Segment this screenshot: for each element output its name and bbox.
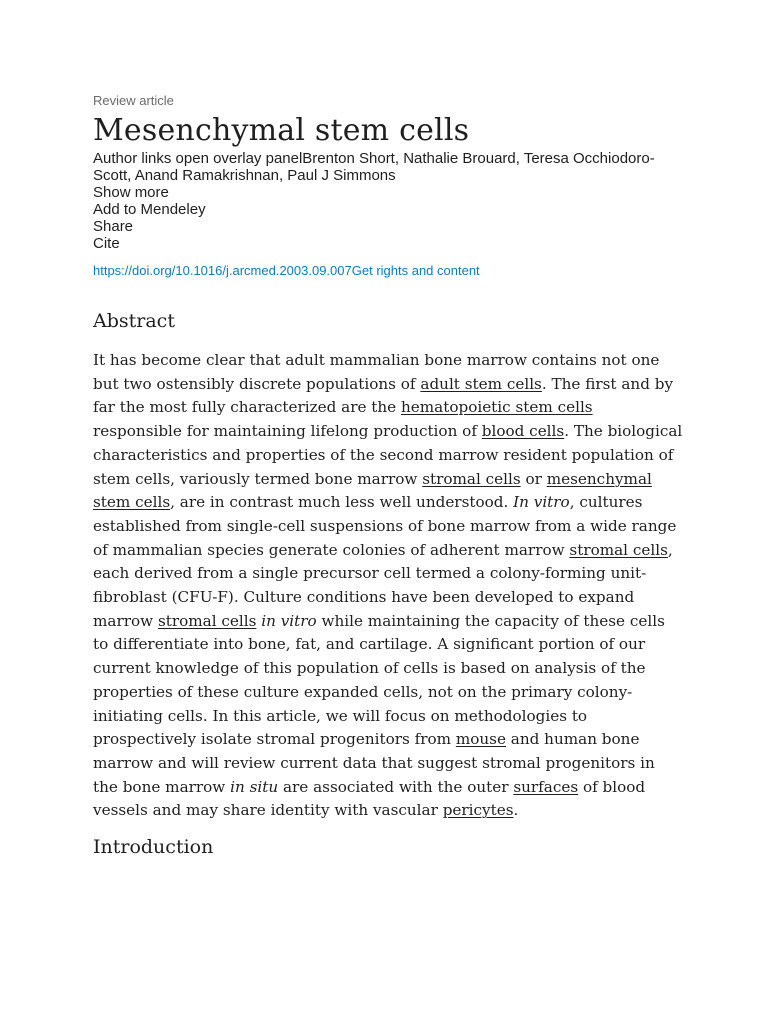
abstract-text-segment: . bbox=[513, 801, 519, 820]
surfaces-link[interactable]: surfaces bbox=[513, 777, 579, 796]
adult-stem-cells-link[interactable]: adult stem cells bbox=[420, 374, 542, 393]
article-content bbox=[93, 93, 683, 859]
author-names[interactable]: Brenton Short, Nathalie Brouard, Teresa Occhiodoro-Scott, Anand Ramakrishnan, Paul J Simmons bbox=[93, 150, 655, 184]
abstract-text-segment: . The biological characteristics and properties of the second marrow resident population of stem cells, variously termed bone marrow bbox=[93, 422, 683, 488]
abstract-text-segment: , cultures established from single-cell suspensions of bone marrow from a wide range of mammalian species generate colonies of adherent marrow bbox=[93, 493, 677, 559]
abstract-text bbox=[93, 349, 683, 823]
author-links-overlay-button[interactable]: Author links open overlay panel bbox=[93, 150, 303, 167]
share-button[interactable]: Share bbox=[93, 218, 134, 235]
abstract-text-segment: , each derived from a single precursor cell termed a colony-forming unit-fibroblast (CFU-F). Culture conditions have been developed to expand marrow bbox=[93, 540, 673, 630]
add-to-mendeley-button[interactable]: Add to Mendeley bbox=[93, 201, 206, 218]
article-title: Mesenchymal stem cells bbox=[93, 113, 470, 148]
blood-cells-link[interactable]: blood cells bbox=[481, 422, 565, 441]
cite-button[interactable]: Cite bbox=[93, 235, 120, 252]
stromal-cells-link[interactable]: stromal cells bbox=[157, 611, 257, 630]
abstract-heading: Abstract bbox=[93, 310, 175, 332]
mouse-link[interactable]: mouse bbox=[455, 730, 506, 749]
stromal-cells-link[interactable]: stromal cells bbox=[422, 469, 521, 488]
abstract-text-segment: and human bone marrow and will review current data that suggest stromal progenitors in the bone marrow bbox=[93, 730, 655, 796]
doi-row bbox=[93, 263, 683, 279]
abstract-text-segment: or bbox=[520, 469, 547, 488]
stromal-cells-link[interactable]: stromal cells bbox=[569, 540, 668, 559]
abstract-text-segment: of blood vessels and may share identity with vascular bbox=[93, 777, 646, 820]
mesenchymal-stem-cells-link[interactable]: mesenchymal stem cells bbox=[93, 469, 652, 512]
show-more-button[interactable]: Show more bbox=[93, 184, 169, 201]
in-vitro-term: in vitro bbox=[261, 611, 317, 630]
introduction-heading: Introduction bbox=[93, 836, 214, 859]
author-list bbox=[93, 150, 683, 184]
hematopoietic-stem-cells-link[interactable]: hematopoietic stem cells bbox=[401, 398, 593, 417]
abstract-text-segment: while maintaining the capacity of these cells to differentiate into bone, fat, and cartilage. A significant portion of our current knowledge of this population of cells is based on analysis of the properties of these culture expanded cells, not on the primary colony-initiating cells. In this article, we will focus on methodologies to prospectively isolate stromal progenitors from bbox=[93, 611, 665, 749]
in-situ-term: in situ bbox=[230, 777, 279, 796]
article-type-label: Review article bbox=[93, 93, 174, 108]
abstract-text-segment: are associated with the outer bbox=[278, 777, 514, 796]
abstract-text-segment: . The first and by far the most fully characterized are the bbox=[93, 374, 674, 417]
doi-link[interactable]: https://doi.org/10.1016/j.arcmed.2003.09.007 bbox=[93, 263, 352, 278]
get-rights-link[interactable]: Get rights and content bbox=[351, 263, 480, 278]
abstract-text-segment: It has become clear that adult mammalian bone marrow contains not one but two ostensibly discrete populations of bbox=[93, 351, 660, 393]
abstract-text-segment: , are in contrast much less well understood. bbox=[170, 493, 514, 512]
abstract-text-segment: responsible for maintaining lifelong production of bbox=[93, 422, 482, 441]
pericytes-link[interactable]: pericytes bbox=[442, 801, 514, 820]
in-vitro-term: In vitro bbox=[513, 493, 570, 512]
